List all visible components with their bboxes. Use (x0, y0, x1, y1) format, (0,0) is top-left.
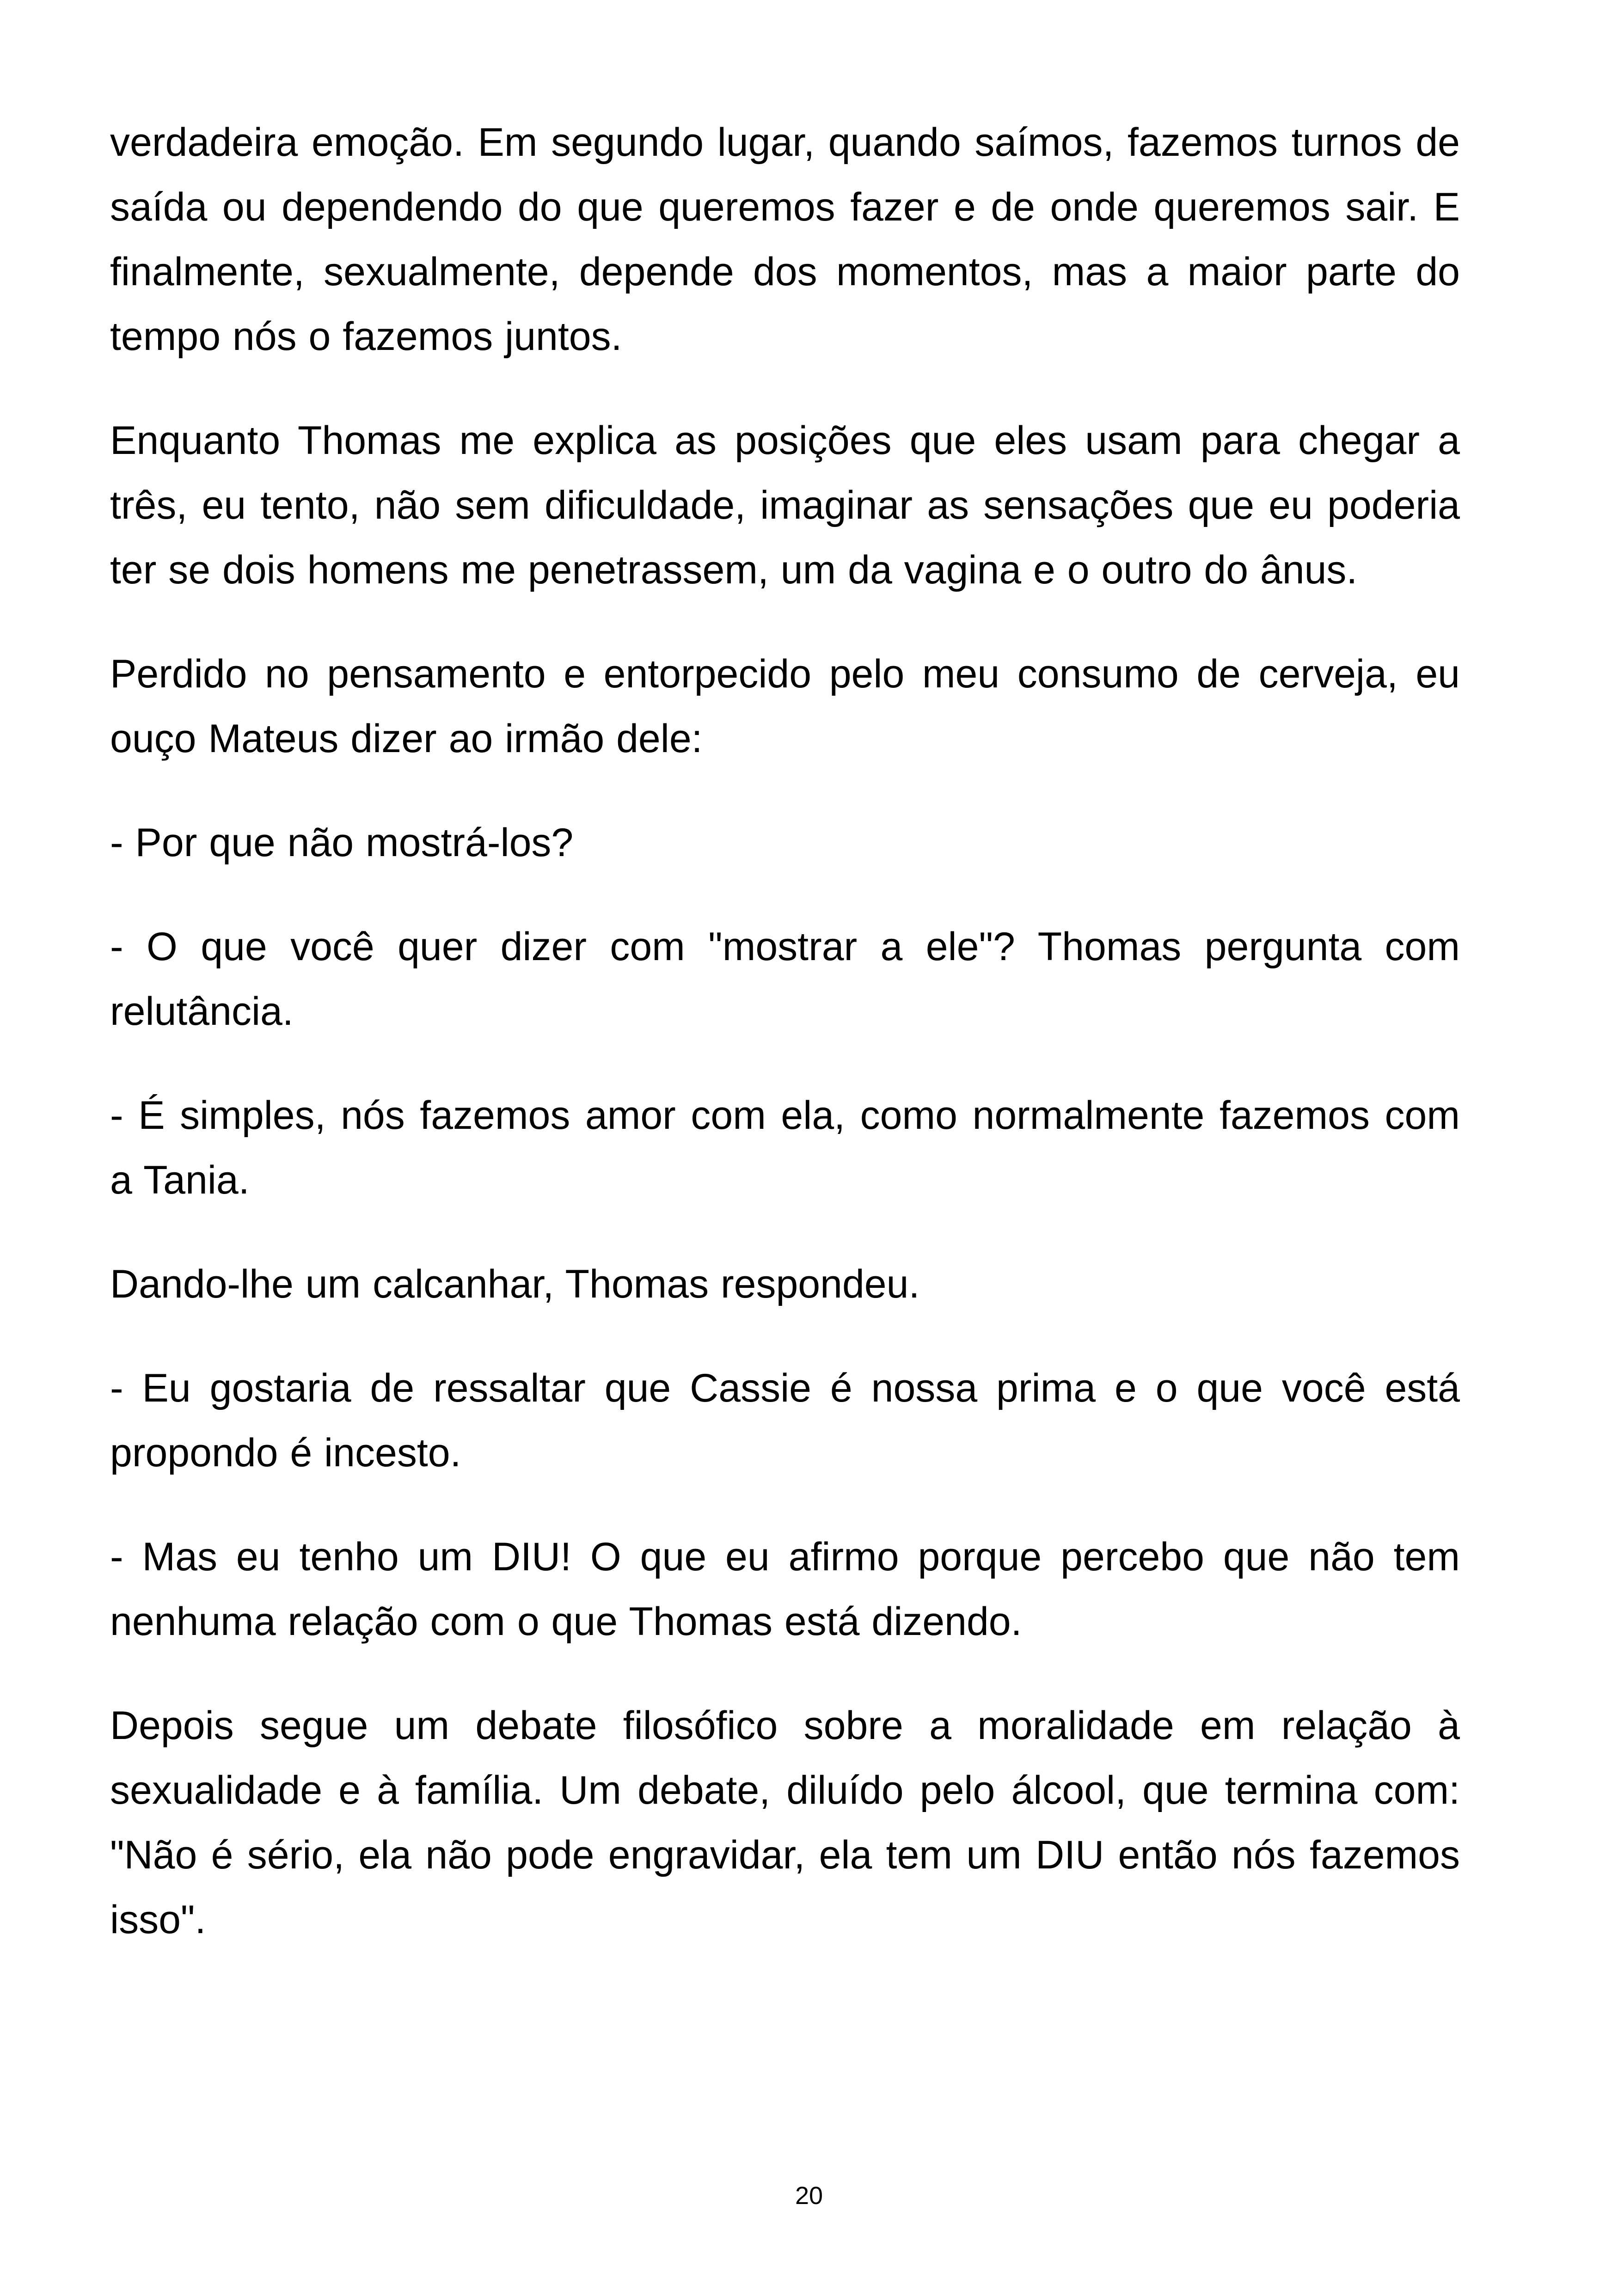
paragraph: Perdido no pensamento e entorpecido pelo meu consumo de cerveja, eu ouço Mateus dizer ao irmão dele: (110, 652, 1460, 761)
dialogue-line: - Por que não mostrá-los? (110, 820, 574, 865)
paragraph: Enquanto Thomas me explica as posições que eles usam para chegar a três, eu tento, não sem dificuldade, imaginar as sensações que eu poderia ter se dois homens me penetrassem, um da vagina e o outro do ânus. (110, 418, 1460, 592)
dialogue-line: - É simples, nós fazemos amor com ela, como normalmente fazemos com a Tania. (110, 1093, 1460, 1202)
page-number: 20 (795, 2182, 823, 2210)
dialogue-line: - Eu gostaria de ressaltar que Cassie é nossa prima e o que você está propondo é incesto. (110, 1366, 1460, 1475)
paragraph: Dando-lhe um calcanhar, Thomas respondeu. (110, 1262, 920, 1306)
paragraph: verdadeira emoção. Em segundo lugar, quando saímos, fazemos turnos de saída ou dependendo do que queremos fazer e de onde queremos sair. E finalmente, sexualmente, depende dos momentos, mas a maior parte do tempo nós o fazemos juntos. (110, 120, 1460, 359)
body-text (110, 110, 1460, 1952)
dialogue-line: - O que você quer dizer com "mostrar a ele"? Thomas pergunta com relutância. (110, 925, 1460, 1034)
paragraph: Depois segue um debate filosófico sobre a moralidade em relação à sexualidade e à família. Um debate, diluído pelo álcool, que termina com: "Não é sério, ela não pode engravidar, ela tem um DIU então nós fazemos isso". (110, 1703, 1460, 1942)
dialogue-line: - Mas eu tenho um DIU! O que eu afirmo porque percebo que não tem nenhuma relação com o que Thomas está dizendo. (110, 1535, 1460, 1644)
